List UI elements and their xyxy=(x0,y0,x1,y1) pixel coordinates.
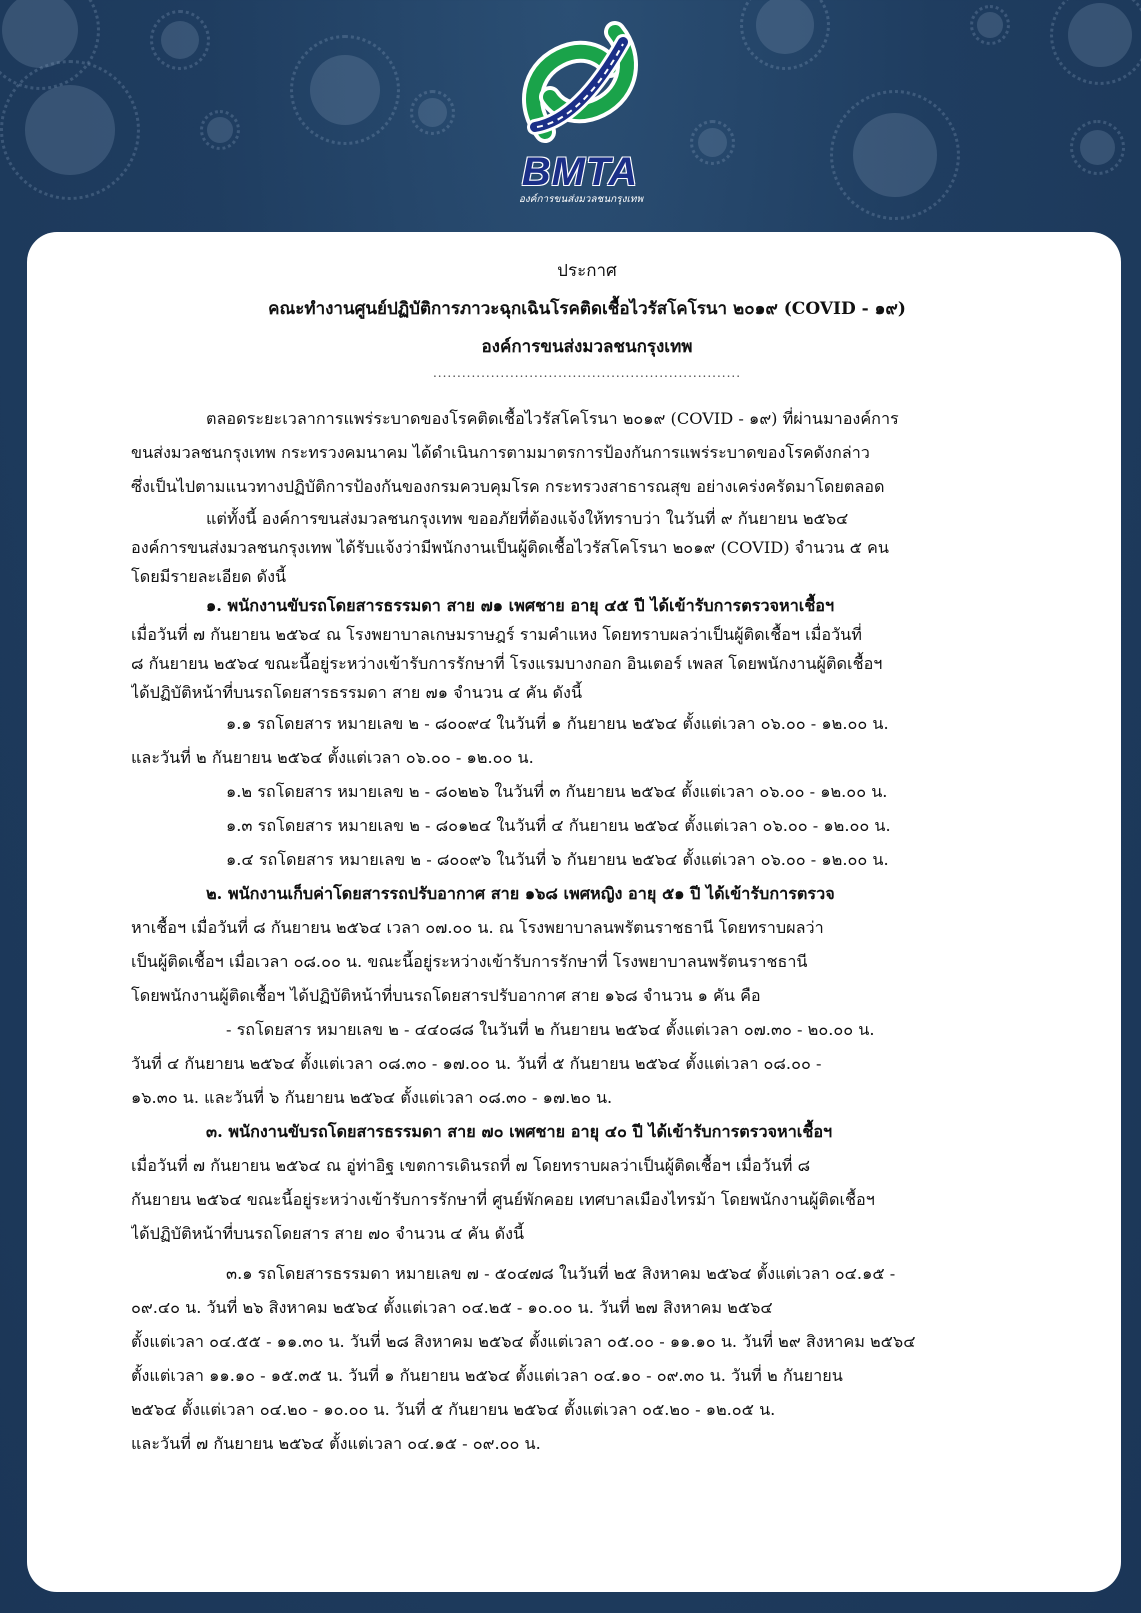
intro-line: ซึ่งเป็นไปตามแนวทางปฏิบัติการป้องกันของกรมควบคุมโรค กระทรวงสาธารณสุข อย่างเคร่งครัดมาโดยตลอด xyxy=(131,477,885,496)
organization-title: องค์การขนส่งมวลชนกรุงเทพ xyxy=(481,337,693,357)
notice-line: แต่ทั้งนี้ องค์การขนส่งมวลชนกรุงเทพ ขออภัยที่ต้องแจ้งให้ทราบว่า ในวันที่ ๙ กันยายน ๒๕๖๔ xyxy=(206,509,849,528)
logo-wordmark: BMTA xyxy=(521,150,639,194)
case-2-heading: ๒. พนักงานเก็บค่าโดยสารรถปรับอากาศ สาย ๑๖๘ เพศหญิง อายุ ๕๑ ปี ได้เข้ารับการตรวจ xyxy=(206,884,835,903)
case-2-line: โดยพนักงานผู้ติดเชื้อฯ ได้ปฏิบัติหน้าที่บนรถโดยสารปรับอากาศ สาย ๑๖๘ จำนวน ๑ คัน คือ xyxy=(131,986,761,1005)
case-3-heading: ๓. พนักงานขับรถโดยสารธรรมดา สาย ๗๐ เพศชาย อายุ ๔๐ ปี ได้เข้ารับการตรวจหาเชื้อฯ xyxy=(206,1122,833,1141)
case-2-bus-item: ๑๖.๓๐ น. และวันที่ ๖ กันยายน ๒๕๖๔ ตั้งแต่เวลา ๐๘.๓๐ - ๑๗.๒๐ น. xyxy=(131,1088,613,1107)
case-3-bus-item: ๒๕๖๔ ตั้งแต่เวลา ๐๔.๒๐ - ๑๐.๐๐ น. วันที่ ๕ กันยายน ๒๕๖๔ ตั้งแต่เวลา ๐๕.๒๐ - ๑๒.๐๕ น. xyxy=(131,1400,776,1419)
case-1-bus-item: ๑.๓ รถโดยสาร หมายเลข ๒ - ๘๐๑๒๔ ในวันที่ ๔ กันยายน ๒๕๖๔ ตั้งแต่เวลา ๐๖.๐๐ - ๑๒.๐๐ น. xyxy=(226,816,891,835)
virus-decoration-icon xyxy=(0,60,140,200)
virus-decoration-icon xyxy=(1070,120,1125,175)
case-3-bus-item: ๓.๑ รถโดยสารธรรมดา หมายเลข ๗ - ๕๐๔๗๘ ในวันที่ ๒๕ สิงหาคม ๒๕๖๔ ตั้งแต่เวลา ๐๔.๑๕ - xyxy=(226,1264,896,1283)
case-1-bus-item: ๑.๔ รถโดยสาร หมายเลข ๒ - ๘๐๐๙๖ ในวันที่ ๖ กันยายน ๒๕๖๔ ตั้งแต่เวลา ๐๖.๐๐ - ๑๒.๐๐ น. xyxy=(226,850,889,869)
bmta-logo xyxy=(505,12,655,217)
case-1-heading: ๑. พนักงานขับรถโดยสารธรรมดา สาย ๗๑ เพศชาย อายุ ๔๕ ปี ได้เข้ารับการตรวจหาเชื้อฯ xyxy=(206,596,835,615)
case-3-bus-item: และวันที่ ๗ กันยายน ๒๕๖๔ ตั้งแต่เวลา ๐๔.๑๕ - ๐๙.๐๐ น. xyxy=(131,1434,541,1453)
case-3-bus-item: ตั้งแต่เวลา ๑๑.๑๐ - ๑๕.๓๕ น. วันที่ ๑ กันยายน ๒๕๖๔ ตั้งแต่เวลา ๐๔.๑๐ - ๐๙.๓๐ น. วันที่ ๒ กันยายน xyxy=(131,1366,843,1385)
case-3-line: ได้ปฏิบัติหน้าที่บนรถโดยสาร สาย ๗๐ จำนวน ๔ คัน ดังนี้ xyxy=(131,1224,525,1243)
committee-title: คณะทำงานศูนย์ปฏิบัติการภาวะฉุกเฉินโรคติดเชื้อไวรัสโคโรนา ๒๐๑๙ (COVID - ๑๙) xyxy=(268,299,906,319)
logo-subtitle: องค์การขนส่งมวลชนกรุงเทพ xyxy=(518,194,644,205)
virus-decoration-icon xyxy=(690,120,735,165)
case-1-line: ๘ กันยายน ๒๕๖๔ ขณะนี้อยู่ระหว่างเข้ารับการรักษาที่ โรงแรมบางกอก อินเตอร์ เพลส โดยพนักงานผู้ติดเชื้อฯ xyxy=(131,654,883,673)
case-1-line: ได้ปฏิบัติหน้าที่บนรถโดยสารธรรมดา สาย ๗๑ จำนวน ๔ คัน ดังนี้ xyxy=(131,683,583,702)
case-1-line: เมื่อวันที่ ๗ กันยายน ๒๕๖๔ ณ โรงพยาบาลเกษมราษฎร์ รามคำแหง โดยทราบผลว่าเป็นผู้ติดเชื้อฯ เมื่อวันที่ xyxy=(131,625,862,644)
intro-line: ขนส่งมวลชนกรุงเทพ กระทรวงคมนาคม ได้ดำเนินการตามมาตรการป้องกันการแพร่ระบาดของโรคดังกล่าว xyxy=(131,443,870,462)
case-2-line: หาเชื้อฯ เมื่อวันที่ ๘ กันยายน ๒๕๖๔ เวลา ๐๗.๐๐ น. ณ โรงพยาบาลนพรัตนราชธานี โดยทราบผลว่า xyxy=(131,918,824,937)
case-1-bus-item: ๑.๑ รถโดยสาร หมายเลข ๒ - ๘๐๐๙๔ ในวันที่ ๑ กันยายน ๒๕๖๔ ตั้งแต่เวลา ๐๖.๐๐ - ๑๒.๐๐ น. xyxy=(226,714,889,733)
notice-line: โดยมีรายละเอียด ดังนี้ xyxy=(131,567,287,586)
virus-decoration-icon xyxy=(410,90,455,135)
virus-decoration-icon xyxy=(830,90,960,220)
bmta-emblem-icon xyxy=(505,12,655,152)
header-divider: ................................................................ xyxy=(432,366,742,380)
virus-decoration-icon xyxy=(290,35,400,145)
virus-decoration-icon xyxy=(200,110,240,150)
virus-decoration-icon xyxy=(150,10,210,70)
case-3-line: กันยายน ๒๕๖๔ ขณะนี้อยู่ระหว่างเข้ารับการรักษาที่ ศูนย์พักคอย เทศบาลเมืองไทรม้า โดยพนักงานผู้ติดเชื้อฯ xyxy=(131,1190,875,1209)
intro-line: ตลอดระยะเวลาการแพร่ระบาดของโรคติดเชื้อไวรัสโคโรนา ๒๐๑๙ (COVID - ๑๙) ที่ผ่านมาองค์การ xyxy=(206,409,899,428)
virus-decoration-icon xyxy=(740,0,830,70)
case-2-bus-item: วันที่ ๔ กันยายน ๒๕๖๔ ตั้งแต่เวลา ๐๘.๓๐ - ๑๗.๐๐ น. วันที่ ๕ กันยายน ๒๕๖๔ ตั้งแต่เวลา ๐๘.๐๐ - xyxy=(131,1054,822,1073)
case-2-line: เป็นผู้ติดเชื้อฯ เมื่อเวลา ๐๘.๐๐ น. ขณะนี้อยู่ระหว่างเข้ารับการรักษาที่ โรงพยาบาลนพรัตนราชธานี xyxy=(131,952,808,971)
case-2-bus-item: - รถโดยสาร หมายเลข ๒ - ๔๔๐๘๘ ในวันที่ ๒ กันยายน ๒๕๖๔ ตั้งแต่เวลา ๐๗.๓๐ - ๒๐.๐๐ น. xyxy=(226,1020,875,1039)
case-3-bus-item: ตั้งแต่เวลา ๐๔.๕๕ - ๑๑.๓๐ น. วันที่ ๒๘ สิงหาคม ๒๕๖๔ ตั้งแต่เวลา ๐๕.๐๐ - ๑๑.๑๐ น. วันที่ ๒๙ สิงหาคม ๒๕๖๔ xyxy=(131,1332,916,1351)
notice-line: องค์การขนส่งมวลชนกรุงเทพ ได้รับแจ้งว่ามีพนักงานเป็นผู้ติดเชื้อไวรัสโคโรนา ๒๐๑๙ (COVID) จำนวน ๕ คน xyxy=(131,538,889,557)
announcement-label: ประกาศ xyxy=(557,261,617,281)
case-3-line: เมื่อวันที่ ๗ กันยายน ๒๕๖๔ ณ อู่ท่าอิฐ เขตการเดินรถที่ ๗ โดยทราบผลว่าเป็นผู้ติดเชื้อฯ เมื่อวันที่ ๘ xyxy=(131,1156,811,1175)
announcement-card xyxy=(27,232,1121,1592)
case-3-bus-item: ๐๙.๔๐ น. วันที่ ๒๖ สิงหาคม ๒๕๖๔ ตั้งแต่เวลา ๐๔.๒๕ - ๑๐.๐๐ น. วันที่ ๒๗ สิงหาคม ๒๕๖๔ xyxy=(131,1298,773,1317)
case-1-bus-item: ๑.๒ รถโดยสาร หมายเลข ๒ - ๘๐๒๒๖ ในวันที่ ๓ กันยายน ๒๕๖๔ ตั้งแต่เวลา ๐๖.๐๐ - ๑๒.๐๐ น. xyxy=(226,782,888,801)
virus-decoration-icon xyxy=(970,5,1010,45)
case-1-bus-item: และวันที่ ๒ กันยายน ๒๕๖๔ ตั้งแต่เวลา ๐๖.๐๐ - ๑๒.๐๐ น. xyxy=(131,748,534,767)
virus-decoration-icon xyxy=(1050,0,1141,85)
